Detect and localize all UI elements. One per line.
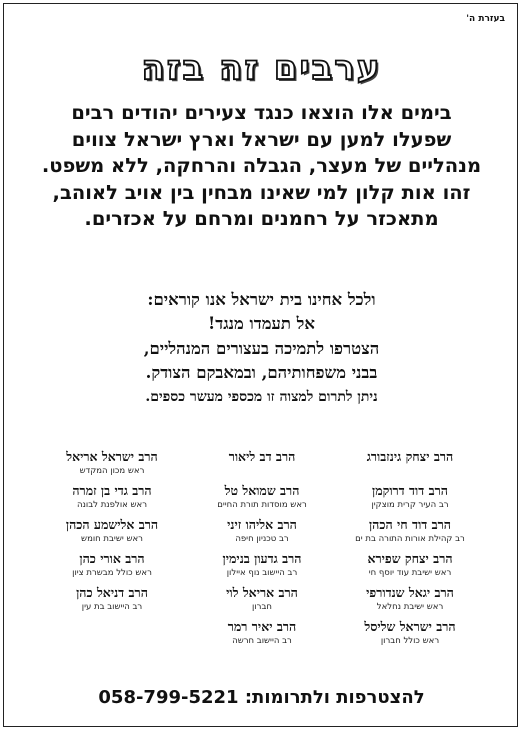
page-title: ערבים זה בזה xyxy=(141,48,382,88)
rabbis-signatures xyxy=(38,448,485,680)
rabbi-entry xyxy=(187,550,337,584)
rabbi-entry xyxy=(335,618,485,652)
rabbi-title: רב היישוב חרשה xyxy=(232,636,292,646)
rabbi-entry xyxy=(335,550,485,584)
rabbi-name: הרב דוד חי הכהן xyxy=(369,517,451,532)
rabbi-name: הרב אלישמע הכהן xyxy=(65,517,159,532)
main-line: מנהליים של מעצר, הגבלה והרחקה, ללא משפט. xyxy=(41,154,482,178)
call-line: אל תעמדו מנגד! xyxy=(208,314,315,334)
rabbi-entry xyxy=(37,516,187,550)
rabbi-entry xyxy=(335,482,485,516)
rabbi-title: ראש ישיבת חומש xyxy=(81,534,143,544)
rabbi-name: הרב דניאל כהן xyxy=(76,585,148,600)
rabbi-entry xyxy=(187,448,337,482)
rabbis-column-right xyxy=(335,448,485,652)
rabbi-name: הרב יצחק גינזבורג xyxy=(366,449,454,464)
rabbi-name: הרב ישראל אריאל xyxy=(66,449,158,464)
rabbi-name: הרב ישראל שליסל xyxy=(364,619,456,634)
rabbi-title: ראש כולל מבשרת ציון xyxy=(72,568,152,578)
bsd-header: בעזרת ה' xyxy=(466,14,505,24)
phone-number[interactable]: 058-799-5221 xyxy=(98,687,239,708)
rabbi-title: רב היישוב נוף איילון xyxy=(226,568,298,578)
main-line: בימים אלו הוצאו כנגד צעירים יהודים רבים xyxy=(71,101,452,124)
call-line: בבני משפחותיהם, ובמאבקם הצודק. xyxy=(145,362,378,382)
rabbi-title: ראש מוסדות תורת החיים xyxy=(217,500,307,510)
rabbi-entry xyxy=(37,550,187,584)
rabbi-entry xyxy=(187,482,337,516)
rabbi-name: הרב יגאל שנדורפי xyxy=(366,585,454,600)
rabbi-title: חברון xyxy=(252,602,272,612)
rabbi-entry xyxy=(335,584,485,618)
rabbis-column-middle xyxy=(187,448,337,652)
rabbi-entry xyxy=(335,516,485,550)
rabbi-title: ראש אולפנת לבונה xyxy=(76,500,148,510)
rabbi-name: הרב דב ליאור xyxy=(228,449,296,464)
rabbi-title: רב היישוב בת עין xyxy=(81,602,143,612)
main-line: זהו אות קלון למי שאינו מבחין בין אויב לאוהב, xyxy=(52,180,471,204)
rabbi-title: ראש ישיבת עוד יוסף חי xyxy=(368,568,452,578)
call-line: ולכל אחינו בית ישראל אנו קוראים: xyxy=(147,290,376,309)
rabbi-title: ראש מכון המקדש xyxy=(79,466,145,476)
rabbi-name: הרב יצחק שפירא xyxy=(367,551,453,566)
contact-label: להצטרפות ולתרומות: xyxy=(244,687,425,708)
call-to-action xyxy=(18,288,505,409)
main-statement xyxy=(18,100,505,233)
rabbi-title: רב העיר קרית מוצקין xyxy=(371,500,449,510)
rabbi-entry xyxy=(37,482,187,516)
call-line: ניתן לתרום למצוה זו מכספי מעשר כספים. xyxy=(145,389,378,406)
rabbi-entry xyxy=(37,448,187,482)
main-line: מתאכזר על רחמנים ומרחם על אכזרים. xyxy=(84,207,439,231)
rabbi-title: רב קהילת אורות התורה בת ים xyxy=(355,534,465,544)
rabbi-entry xyxy=(187,584,337,618)
rabbi-name: הרב דוד דרוקמן xyxy=(372,483,448,498)
rabbi-entry xyxy=(335,448,485,482)
rabbi-entry xyxy=(187,618,337,652)
rabbi-name: הרב שמואל טל xyxy=(224,483,300,498)
rabbi-name: הרב אליהו זיני xyxy=(227,517,297,532)
rabbi-name: הרב יאיר רמר xyxy=(227,619,297,634)
rabbi-name: הרב אורי כהן xyxy=(79,551,145,566)
contact-line xyxy=(0,686,523,710)
rabbi-name: הרב גדי בן זמרה xyxy=(72,483,152,498)
rabbi-title: רב טכניון חיפה xyxy=(235,534,289,544)
rabbi-title: ראש ישיבת נחלאל xyxy=(376,602,444,612)
rabbi-entry xyxy=(187,516,337,550)
rabbi-entry xyxy=(37,584,187,618)
rabbi-title: ראש כולל חברון xyxy=(380,636,440,646)
call-line: הצטרפו לתמיכה בעצורים המנהליים, xyxy=(143,338,380,358)
main-line: שפעלו למען עם ישראל וארץ ישראל צווים xyxy=(71,127,452,151)
rabbis-column-left xyxy=(37,448,187,618)
rabbi-name: הרב גדעון בנימין xyxy=(222,551,302,566)
rabbi-name: הרב אריאל לוי xyxy=(226,585,298,600)
